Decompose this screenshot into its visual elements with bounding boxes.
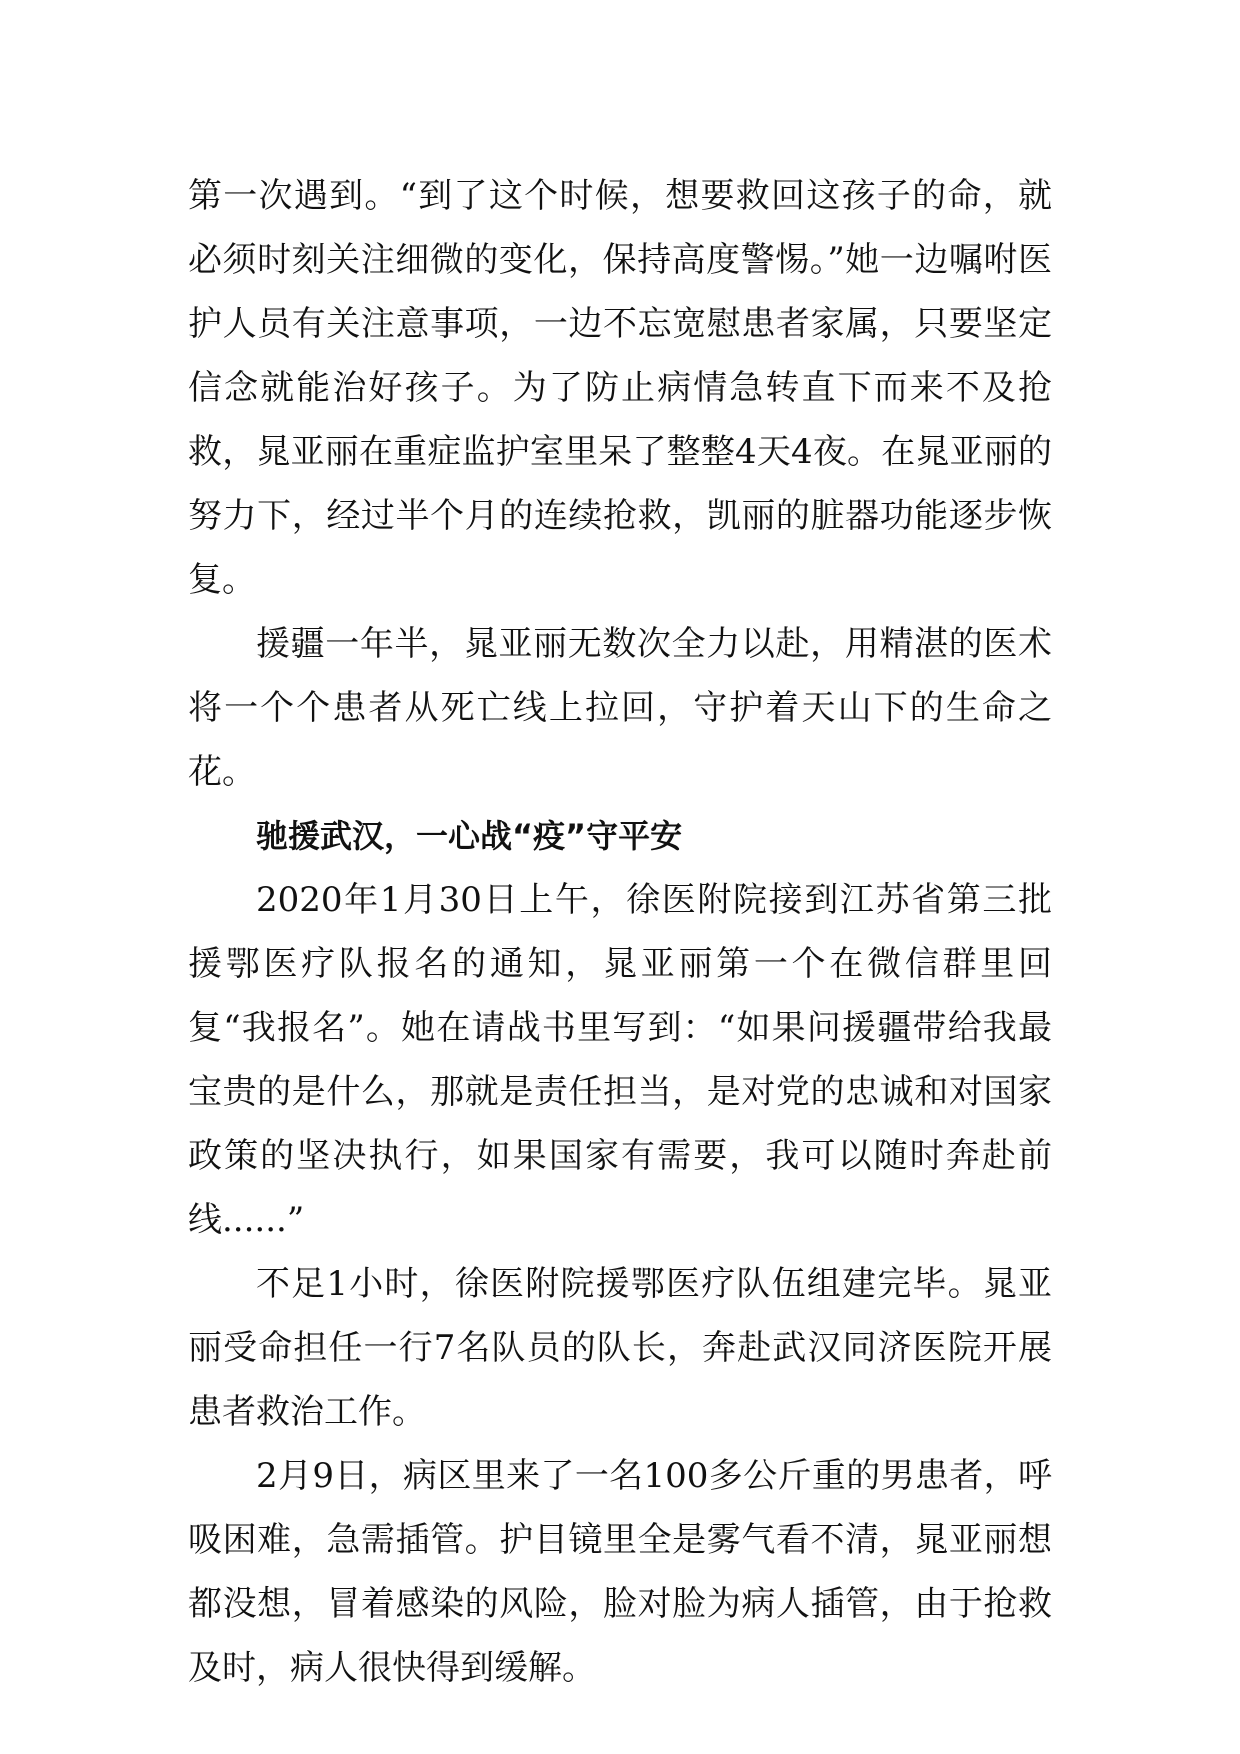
section-heading: 驰援武汉，一心战“疫”守平安 (256, 817, 683, 855)
paragraph-wuhan-signup: 2020年1月30日上午，徐医附院接到江苏省第三批援鄂医疗队报名的通知，晁亚丽第一个在微信群里回复“我报名”。她在请战书里写到：“如果问援疆带给我最宝贵的是什么，那就是责任担当，是对党的忠诚和对国家政策的坚决执行，如果国家有需要，我可以随时奔赴前线......” (188, 880, 1052, 1240)
paragraph-xinjiang-summary: 援疆一年半，晁亚丽无数次全力以赴，用精湛的医术将一个个患者从死亡线上拉回，守护着天山下的生命之花。 (188, 624, 1052, 792)
document-page (188, 164, 1052, 1700)
paragraph-team-formed: 不足1小时，徐医附院援鄂医疗队伍组建完毕。晁亚丽受命担任一行7名队员的队长，奔赴武汉同济医院开展患者救治工作。 (188, 1264, 1052, 1432)
paragraph-continuation: 第一次遇到。“到了这个时候，想要救回这孩子的命，就必须时刻关注细微的变化，保持高度警惕。”她一边嘱咐医护人员有关注意事项，一边不忘宽慰患者家属，只要坚定信念就能治好孩子。为了防止病情急转直下而来不及抢救，晁亚丽在重症监护室里呆了整整4天4夜。在晁亚丽的努力下，经过半个月的连续抢救，凯丽的脏器功能逐步恢复。 (188, 176, 1052, 600)
paragraph-intubation: 2月9日，病区里来了一名100多公斤重的男患者，呼吸困难，急需插管。护目镜里全是雾气看不清，晁亚丽想都没想，冒着感染的风险，脸对脸为病人插管，由于抢救及时，病人很快得到缓解。 (188, 1456, 1052, 1688)
